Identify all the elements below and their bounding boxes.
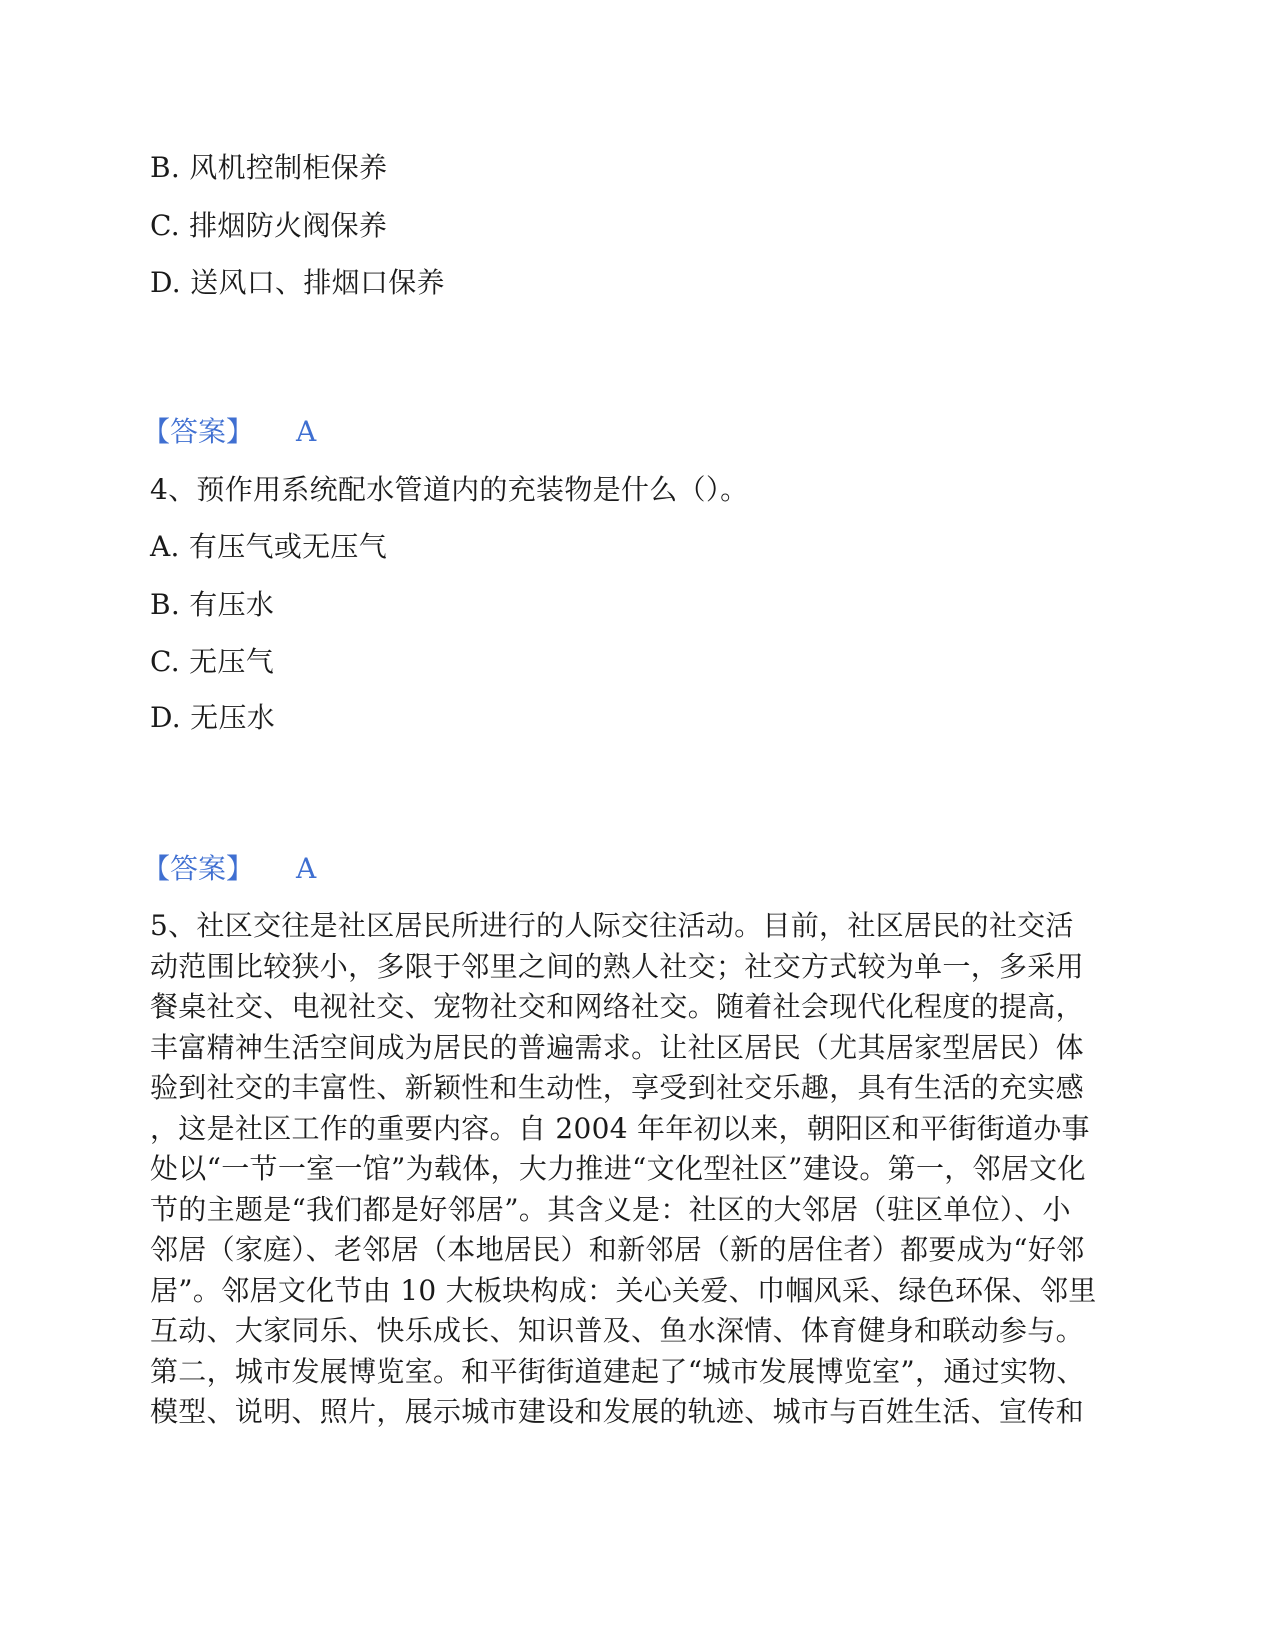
q4-option-b: B. 有压水: [150, 588, 275, 621]
q5-line: 居”。邻居文化节由 10 大板块构成：关心关爱、巾帼风采、绿色环保、邻里: [150, 1273, 1097, 1307]
q5-line: 丰富精神生活空间成为居民的普遍需求。让社区居民（尤其居家型居民）体: [150, 1030, 1084, 1064]
q5-line: 处以“一节一室一馆”为载体，大力推进“文化型社区”建设。第一，邻居文化: [150, 1152, 1086, 1185]
q3-answer: [142, 412, 316, 452]
q4-answer-label: 【答案】: [142, 852, 255, 885]
q5-paragraph: [150, 906, 1150, 1433]
q4-option-c: C. 无压气: [150, 645, 275, 678]
q3-answer-label: 【答案】: [142, 415, 255, 448]
q5-line: 互动、大家同乐、快乐成长、知识普及、鱼水深情、体育健身和联动参与。: [150, 1314, 1084, 1347]
q5-line: 第二，城市发展博览室。和平街街道建起了“城市发展博览室”，通过实物、: [150, 1354, 1085, 1388]
q5-line: 邻居（家庭）、老邻居（本地居民）和新邻居（新的居住者）都要成为“好邻: [150, 1233, 1085, 1266]
q4-answer-value: A: [296, 852, 317, 885]
q4-option-a: A. 有压气或无压气: [150, 530, 388, 563]
q3-option-c: C. 排烟防火阀保养: [150, 209, 388, 242]
q3-answer-value: A: [296, 415, 317, 448]
q5-line: 动范围比较狭小，多限于邻里之间的熟人社交；社交方式较为单一，多采用: [150, 949, 1084, 983]
q5-line: 餐桌社交、电视社交、宠物社交和网络社交。随着社会现代化程度的提高，: [150, 990, 1084, 1023]
q5-line: 验到社交的丰富性、新颖性和生动性，享受到社交乐趣，具有生活的充实感: [150, 1071, 1084, 1104]
q4-answer: [142, 849, 316, 889]
q4-option-d: D. 无压水: [150, 701, 276, 734]
q3-option-b: B. 风机控制柜保养: [150, 151, 388, 184]
q5-line: ，这是社区工作的重要内容。自 2004 年年初以来，朝阳区和平街街道办事: [150, 1111, 1090, 1145]
q4-stem: 4、预作用系统配水管道内的充装物是什么（）。: [150, 473, 749, 506]
q3-option-d: D. 送风口、排烟口保养: [150, 266, 445, 299]
q5-line: 节的主题是“我们都是好邻居”。其含义是：社区的大邻居（驻区单位）、小: [150, 1192, 1071, 1226]
q5-line: 5、社区交往是社区居民所进行的人际交往活动。目前，社区居民的社交活: [150, 909, 1074, 942]
q5-line: 模型、说明、照片，展示城市建设和发展的轨迹、城市与百姓生活、宣传和: [150, 1395, 1084, 1428]
